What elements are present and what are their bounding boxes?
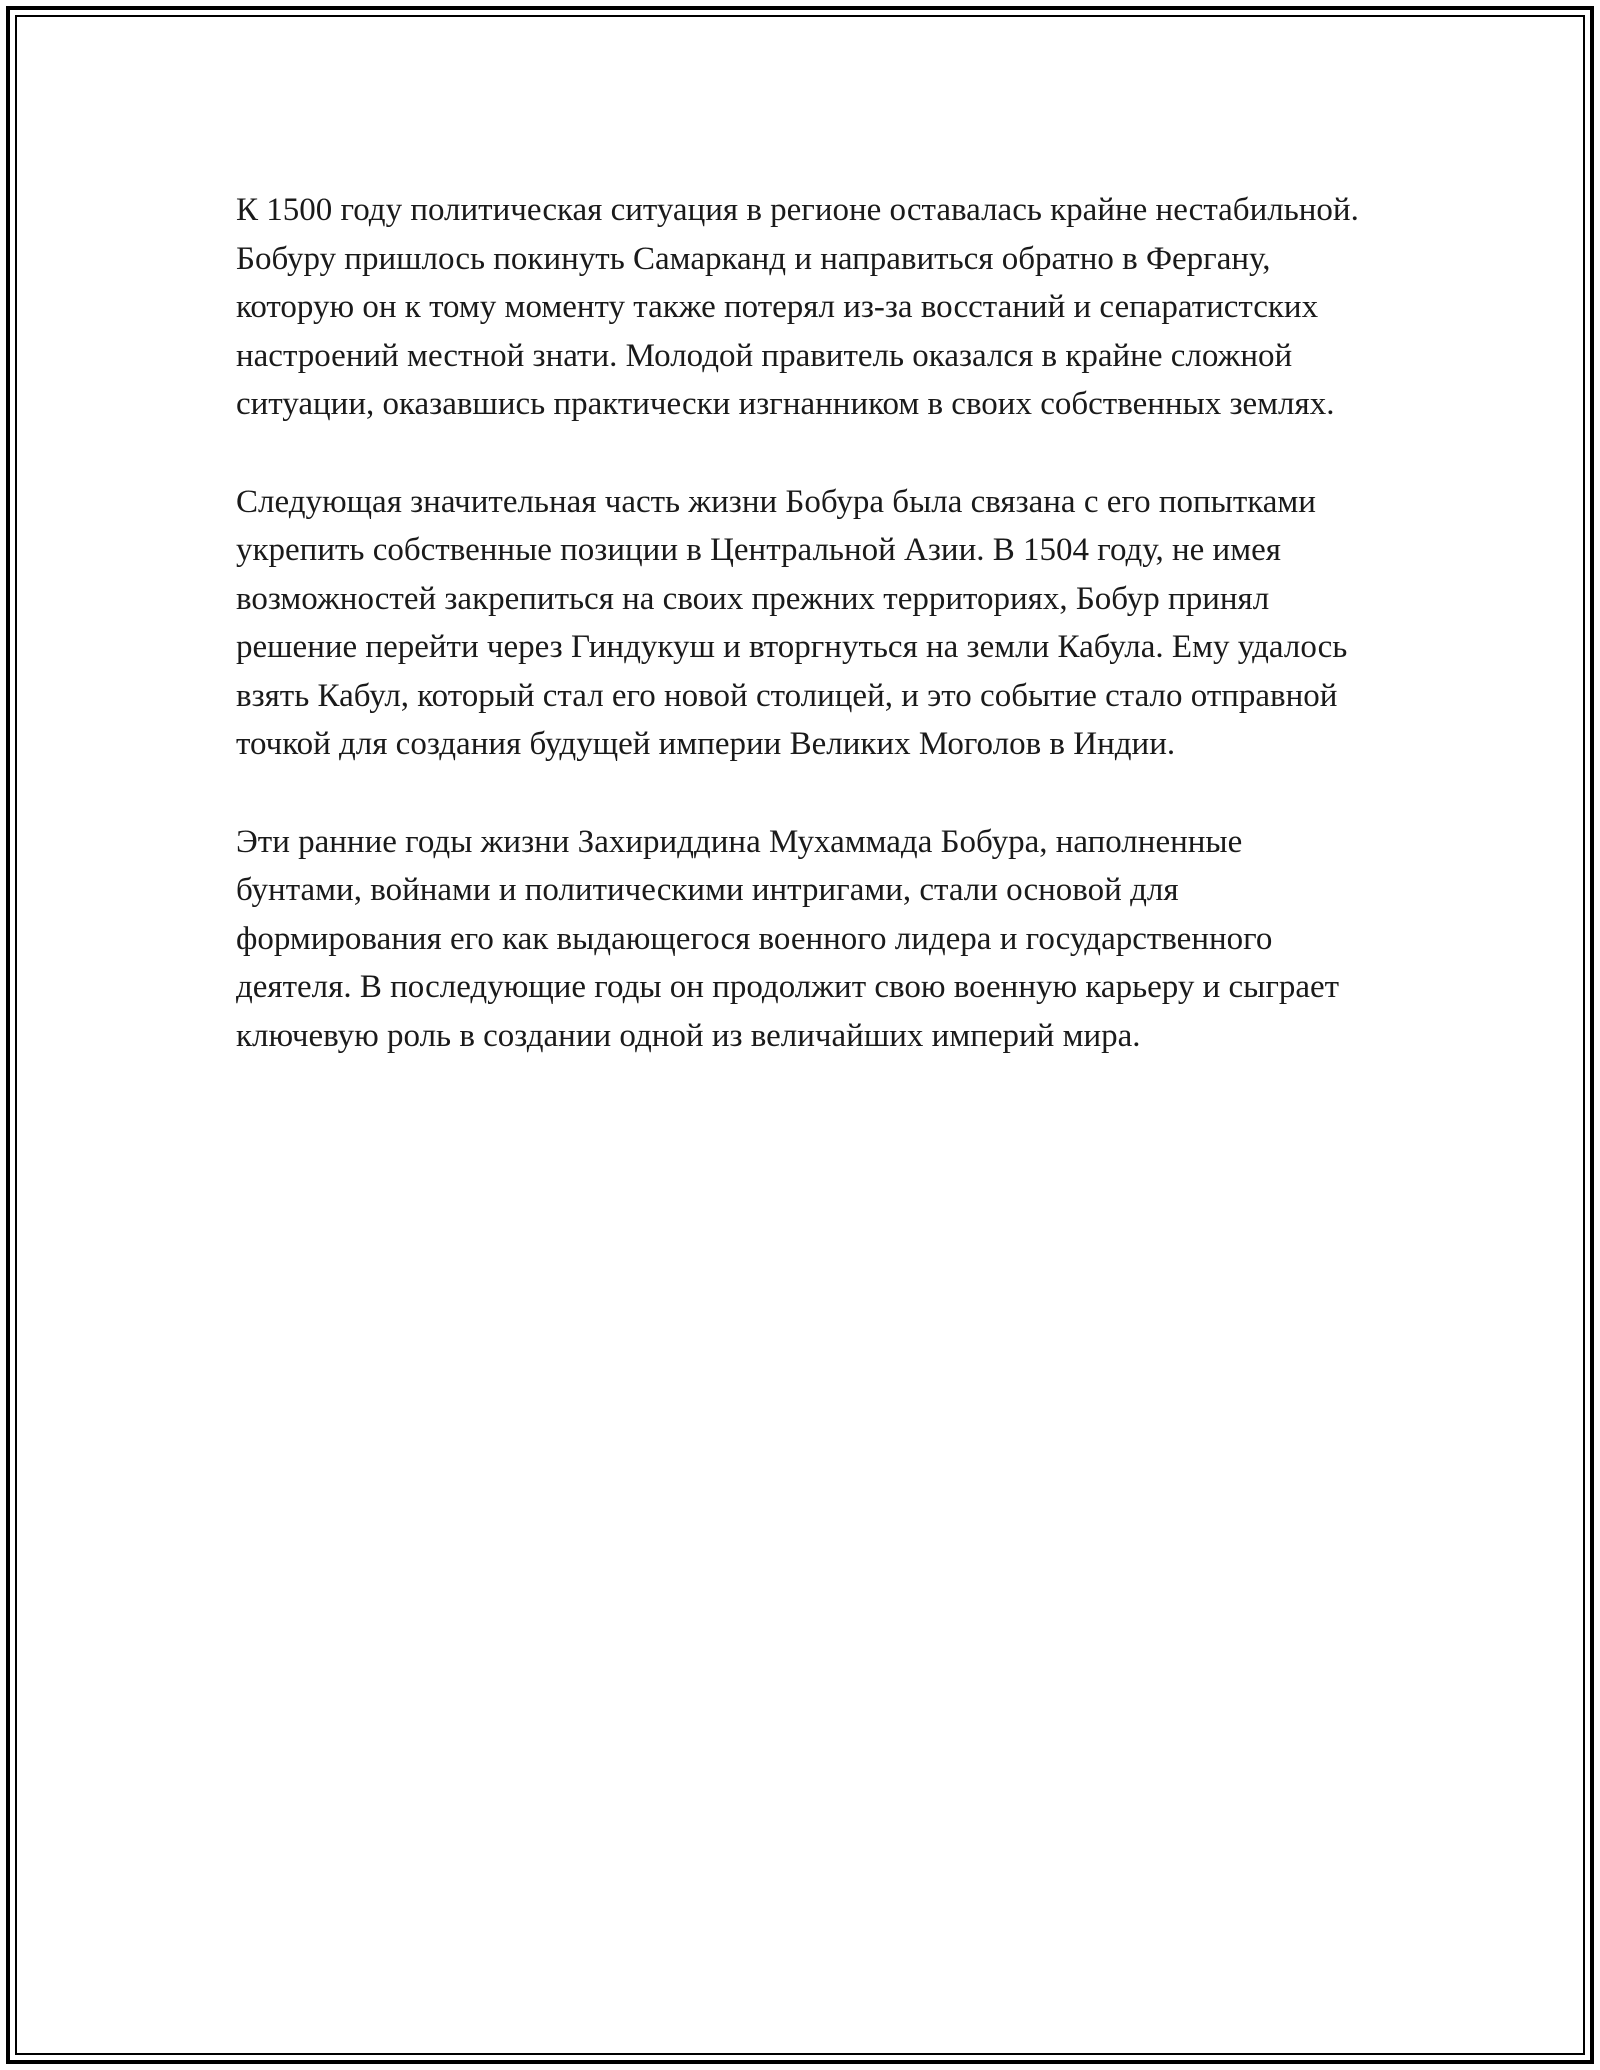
document-body bbox=[236, 186, 1366, 1109]
paragraph-3: Эти ранние годы жизни Захириддина Мухаммада Бобура, наполненные бунтами, войнами и политическими интригами, стали основой для формирования его как выдающегося военного лидера и государственного деятеля. В последующие годы он продолжит свою военную карьеру и сыграет ключевую роль в создании одной из величайших империй мира. bbox=[236, 823, 1340, 1054]
paragraph-1: К 1500 году политическая ситуация в регионе оставалась крайне нестабильной. Бобуру пришлось покинуть Самарканд и направиться обратно в Фергану, которую он к тому моменту также потерял из-за восстаний и сепаратистских настроений местной знати. Молодой правитель оказался в крайне сложной ситуации, оказавшись практически изгнанником в своих собственных землях. bbox=[236, 192, 1359, 422]
paragraph-2: Следующая значительная часть жизни Бобура была связана с его попытками укрепить собственные позиции в Центральной Азии. В 1504 году, не имея возможностей закрепиться на своих прежних территориях, Бобур принял решение перейти через Гиндукуш и вторгнуться на земли Кабула. Ему удалось взять Кабул, который стал его новой столицей, и это событие стало отправной точкой для создания будущей империи Великих Моголов в Индии. bbox=[236, 483, 1348, 762]
